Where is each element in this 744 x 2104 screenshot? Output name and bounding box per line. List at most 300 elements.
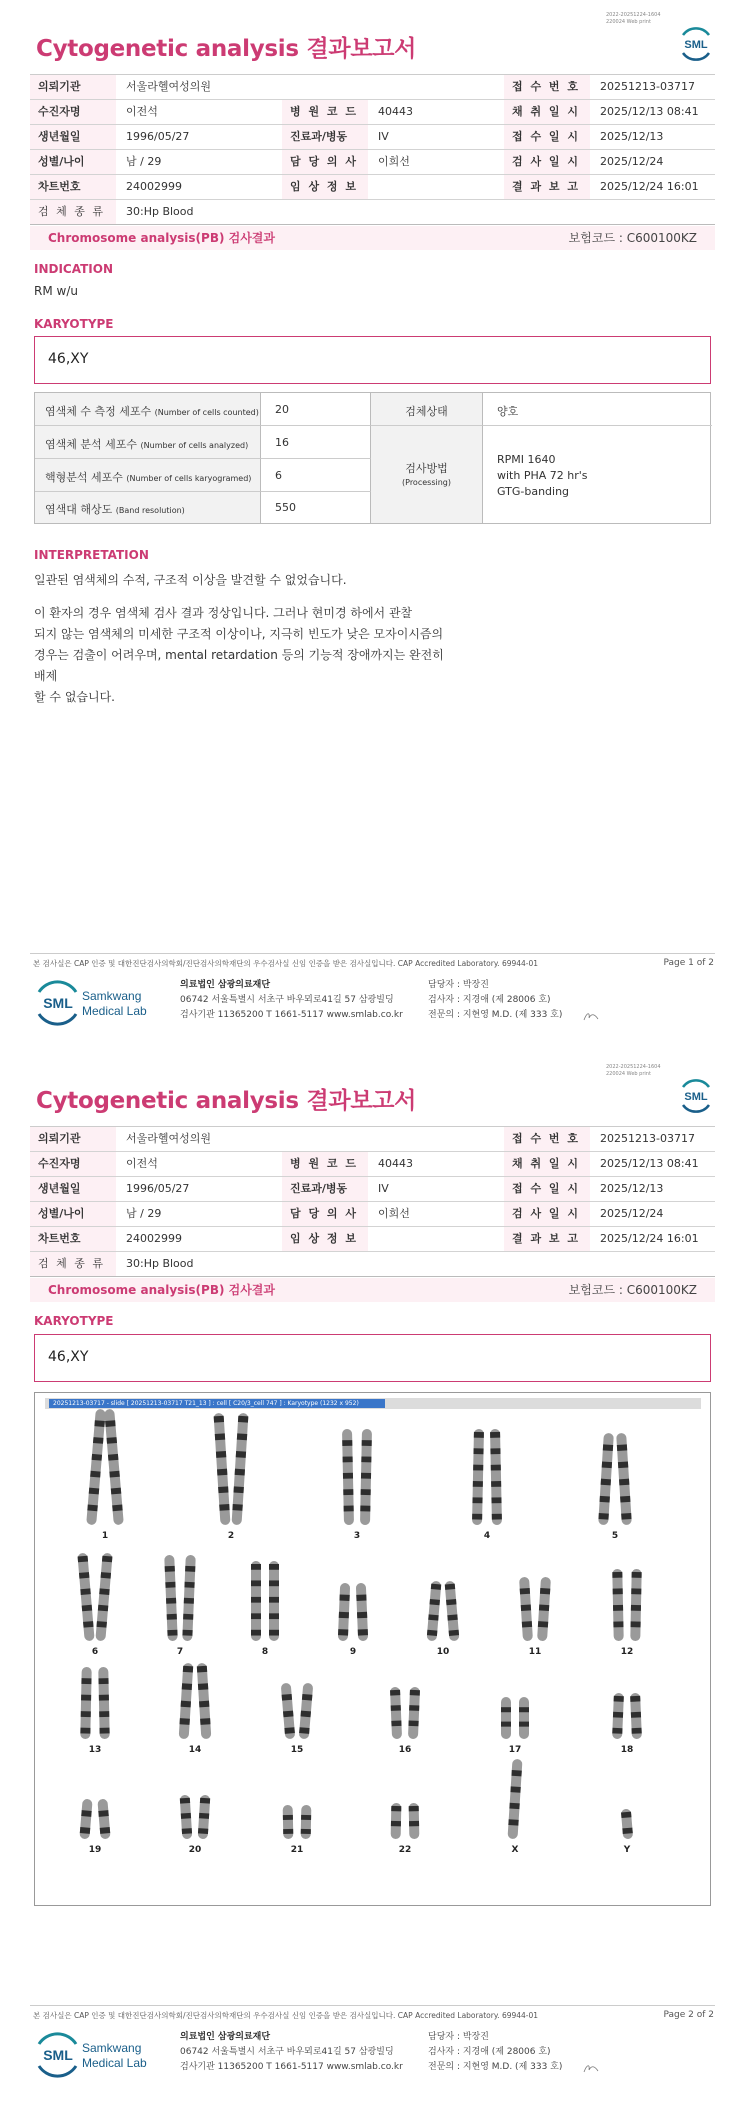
count-value-cell: 6 <box>261 459 371 492</box>
karyotype-result-box: 46,XY <box>34 336 711 384</box>
institution-label: 의뢰기관 <box>30 75 116 99</box>
chromosome-band <box>472 1514 482 1520</box>
chromosome-band <box>631 1605 641 1611</box>
chromosome-band <box>360 1506 370 1512</box>
chromosome-band <box>343 1473 353 1479</box>
chromosome-band <box>99 1695 109 1701</box>
chromosome-band <box>99 1711 109 1717</box>
chromosome-band <box>361 1456 371 1462</box>
chromosome <box>79 1799 92 1840</box>
chromosome-band <box>339 1612 349 1618</box>
chromosome <box>360 1429 372 1525</box>
svg-text:SML: SML <box>43 2047 73 2063</box>
chromosome-band <box>105 1420 115 1427</box>
samkwang-logo-icon <box>36 2030 156 2078</box>
chromosome-band <box>283 1829 293 1834</box>
footer-divider <box>30 2005 715 2006</box>
name-value: 이전석 <box>126 1157 158 1170</box>
chromosome <box>612 1693 624 1739</box>
chromosome-band <box>83 1621 93 1628</box>
chromosome-label: 10 <box>436 1647 450 1657</box>
chromosome-label: 3 <box>353 1531 361 1541</box>
chromosome-band <box>232 1504 242 1511</box>
chromosome <box>612 1569 624 1641</box>
chromosome-band <box>538 1621 548 1627</box>
chromosome-band <box>613 1712 623 1718</box>
count-value-cell: 20 <box>261 393 371 426</box>
specimen-value: 30:Hp Blood <box>126 1257 194 1270</box>
chromosome-label: 17 <box>508 1745 522 1755</box>
chromosome-band <box>339 1594 349 1600</box>
chromosome-band <box>299 1727 309 1734</box>
chromosome-band <box>216 1451 226 1458</box>
result-banner <box>30 226 715 250</box>
svg-text:Samkwang: Samkwang <box>82 2041 142 2055</box>
specimen-label: 검 체 종 류 <box>30 200 116 224</box>
cell-count-table <box>34 392 711 524</box>
chromosome-band <box>251 1630 261 1636</box>
lab-address-block: 의료법인 삼광의료재단 06742 서울특별시 서초구 바우뫼로41길 57 삼광빌딩 검사기관 11365200 T 1661-5117 www.smlab.co.kr <box>180 2032 403 2072</box>
samkwang-logo-icon <box>36 978 156 1026</box>
chromosome-band <box>184 1582 194 1588</box>
chromosome-band <box>181 1813 191 1819</box>
chart-no-value: 24002999 <box>126 1232 182 1245</box>
chromosome <box>179 1663 194 1739</box>
chromosome-band <box>301 1711 311 1718</box>
chromosome-band <box>82 1605 92 1612</box>
banner-title: Chromosome analysis(PB) 검사결과 <box>48 1283 275 1297</box>
chromosome-band <box>446 1599 456 1605</box>
chromosome-band <box>81 1810 91 1817</box>
chromosome-band <box>181 1701 191 1708</box>
info-row <box>30 100 715 125</box>
svg-text:SML: SML <box>43 995 73 1011</box>
institution-value: 서울라헬여성의원 <box>126 1132 212 1145</box>
chromosome-band <box>218 1486 228 1493</box>
chromosome-band <box>361 1473 371 1479</box>
insurance-code: 보험코드 : C600100KZ <box>568 231 697 245</box>
chromosome-band <box>184 1598 194 1604</box>
chromosome-band <box>81 1678 91 1684</box>
lab-address-block: 의료법인 삼광의료재단 06742 서울특별시 서초구 바우뫼로41길 57 삼광빌딩 검사기관 11365200 T 1661-5117 www.smlab.co.kr <box>180 980 403 1020</box>
karyotype-heading: KARYOTYPE <box>34 1314 114 1328</box>
reception-no-label: 접 수 번 호 <box>504 1127 590 1151</box>
chromosome-band <box>100 1728 110 1734</box>
chromosome-band <box>603 1444 613 1451</box>
name-label: 수진자명 <box>30 1152 116 1176</box>
chromosome-band <box>631 1712 641 1718</box>
chromosome-band <box>613 1588 623 1594</box>
chromosome-label: 18 <box>620 1745 634 1755</box>
clinical-info-label: 임 상 정 보 <box>282 1227 368 1251</box>
chromosome-band <box>237 1433 247 1440</box>
info-row <box>30 150 715 175</box>
chromosome-label: 1 <box>101 1531 109 1541</box>
chromosome <box>213 1413 230 1525</box>
chromosome-band <box>344 1506 354 1512</box>
chromosome-band <box>614 1696 624 1702</box>
karyogram-image <box>34 1392 711 1906</box>
chromosome-band <box>98 1678 108 1684</box>
name-value: 이전석 <box>126 105 158 118</box>
chromosome-band <box>539 1605 549 1611</box>
chromosome-band <box>79 1572 89 1579</box>
chromosome-band <box>431 1584 441 1590</box>
chromosome-band <box>631 1621 641 1627</box>
dept-label: 진료과/병동 <box>282 1177 368 1201</box>
chromosome-band <box>391 1806 401 1811</box>
chromosome-band <box>200 1798 210 1804</box>
interpretation-text: 일관된 염색체의 수적, 구조적 이상을 발견할 수 없었습니다. 이 환자의 경우 염색체 검사 결과 정상입니다. 그러나 현미경 하에서 관찰 되지 않는 염색체의 미세한 구조적 이상이나, 지극히 빈도가 낮은 모자이시즘의 경우는 검출이 어려우며, mental retardation 등의 기능적 장애까지는 완전히 배제 할 수 없습니다. <box>34 573 444 704</box>
chromosome-band <box>391 1821 401 1826</box>
reception-no-value: 20251213-03717 <box>600 1132 695 1145</box>
chromosome-band <box>269 1580 279 1586</box>
specimen-status-value: 양호 <box>483 393 712 426</box>
chromosome-band <box>632 1728 642 1734</box>
chromosome-label: 21 <box>290 1845 304 1855</box>
chromosome-band <box>80 1588 90 1595</box>
chromosome <box>198 1795 211 1840</box>
test-date-value: 2025/12/24 <box>600 155 664 168</box>
chromosome <box>251 1561 261 1641</box>
insurance-code: 보험코드 : C600100KZ <box>568 1283 697 1297</box>
chromosome-band <box>108 1454 118 1461</box>
doctor-value: 이희선 <box>378 1207 410 1220</box>
chromosome-band <box>491 1497 501 1503</box>
hospital-code-value: 40443 <box>378 1157 413 1170</box>
chromosome-band <box>90 1471 100 1478</box>
chromosome <box>537 1577 551 1642</box>
chromosome-band <box>622 1828 632 1834</box>
chromosome-label: 8 <box>261 1647 269 1657</box>
result-date-value: 2025/12/24 16:01 <box>600 180 699 193</box>
chromosome-band <box>391 1705 401 1711</box>
specimen-status-label: 검체상태 <box>371 393 483 426</box>
chromosome <box>77 1553 94 1642</box>
hospital-code-label: 병 원 코 드 <box>282 100 368 124</box>
svg-text:Medical Lab: Medical Lab <box>82 1004 147 1018</box>
chromosome <box>408 1687 420 1739</box>
chromosome-band <box>301 1829 311 1834</box>
chromosome-band <box>100 1827 110 1834</box>
chromosome-band <box>521 1605 531 1611</box>
chromosome <box>427 1581 442 1642</box>
chromosome-band <box>501 1707 511 1712</box>
chromosome-band <box>102 1556 112 1563</box>
chromosome-band <box>510 1786 520 1792</box>
count-label-cell: 핵형분석 세포수 (Number of cells karyogramed) <box>35 459 261 492</box>
reception-date-value: 2025/12/13 <box>600 130 664 143</box>
hospital-code-value: 40443 <box>378 105 413 118</box>
print-stamp: 2022-20251224-1604 220024 Web print <box>606 12 661 25</box>
dob-label: 생년월일 <box>30 1177 116 1201</box>
chromosome-band <box>99 1588 109 1595</box>
chromosome-band <box>183 1614 193 1620</box>
karyotype-result-box: 46,XY <box>34 1334 711 1382</box>
chromosome-band <box>447 1614 457 1620</box>
count-value-cell: 550 <box>261 492 371 523</box>
chromosome-band <box>362 1440 372 1446</box>
chromosome <box>281 1683 296 1740</box>
count-value-cell: 16 <box>261 426 371 459</box>
info-row <box>30 1227 715 1252</box>
chromosome <box>231 1413 248 1525</box>
page-number: Page 1 of 2 <box>663 958 714 968</box>
chromosome-band <box>491 1481 501 1487</box>
chromosome-band <box>199 1701 209 1708</box>
chromosome-band <box>200 1718 210 1725</box>
chromosome-band <box>598 1513 608 1520</box>
chromosome <box>409 1803 420 1839</box>
collection-date-label: 채 취 일 시 <box>504 100 590 124</box>
info-row <box>30 1177 715 1202</box>
chromosome-band <box>620 1496 630 1503</box>
chromosome-band <box>342 1440 352 1446</box>
image-caption: 20251213-03717 - slide [ 20251213-03717 T21_13 ] : cell [ C20/3_cell 747 ] : Karyotype (1232 x 952) <box>49 1399 385 1408</box>
chromosome <box>299 1683 314 1740</box>
chromosome-band <box>409 1806 419 1811</box>
chromosome <box>269 1561 279 1641</box>
chromosome-band <box>409 1821 419 1826</box>
count-label-cell: 염색체 분석 세포수 (Number of cells analyzed) <box>35 426 261 459</box>
chromosome-band <box>357 1612 367 1618</box>
chromosome-label: 9 <box>349 1647 357 1657</box>
chromosome-band <box>80 1728 90 1734</box>
chromosome-band <box>501 1722 511 1727</box>
chromosome-label: 12 <box>620 1647 634 1657</box>
chart-no-label: 차트번호 <box>30 175 116 199</box>
chromosome-band <box>215 1433 225 1440</box>
chromosome-band <box>98 1605 108 1612</box>
chromosome <box>519 1697 529 1739</box>
chromosome-band <box>185 1566 195 1572</box>
chromosome-band <box>81 1695 91 1701</box>
chromosome <box>501 1697 511 1739</box>
chromosome-band <box>602 1462 612 1469</box>
chromosome-band <box>343 1456 353 1462</box>
chromosome-band <box>283 1711 293 1718</box>
dob-value: 1996/05/27 <box>126 1182 190 1195</box>
chromosome-band <box>166 1598 176 1604</box>
chromosome <box>616 1433 632 1525</box>
dept-value: IV <box>378 130 389 143</box>
signature-icon <box>582 2062 600 2074</box>
chromosome-band <box>284 1727 294 1734</box>
chromosome <box>598 1433 614 1525</box>
chromosome <box>197 1663 212 1739</box>
chromosome-band <box>111 1488 121 1495</box>
info-row <box>30 1202 715 1227</box>
chromosome-band <box>522 1621 532 1627</box>
chromosome-band <box>214 1416 224 1423</box>
chromosome-band <box>81 1711 91 1717</box>
test-date-label: 검 사 일 시 <box>504 150 590 174</box>
chromosome-label: X <box>511 1845 519 1855</box>
chromosome <box>630 1693 642 1739</box>
info-row <box>30 200 715 225</box>
chromosome-band <box>98 1810 108 1817</box>
chromosome-band <box>87 1505 97 1512</box>
chromosome-band <box>234 1486 244 1493</box>
chromosome-band <box>78 1556 88 1563</box>
chromosome-band <box>235 1469 245 1476</box>
chromosome <box>507 1759 522 1839</box>
reception-date-label: 접 수 일 시 <box>504 125 590 149</box>
chromosome <box>98 1667 110 1739</box>
chromosome <box>283 1805 294 1839</box>
chromosome-band <box>632 1572 642 1578</box>
chart-no-label: 차트번호 <box>30 1227 116 1251</box>
chromosome <box>95 1553 112 1642</box>
chromosome-band <box>613 1605 623 1611</box>
hospital-code-label: 병 원 코 드 <box>282 1152 368 1176</box>
karyotype-heading: KARYOTYPE <box>34 317 114 331</box>
result-date-label: 결 과 보 고 <box>504 175 590 199</box>
chromosome-band <box>180 1798 190 1804</box>
karyogram-chromosomes <box>35 1393 712 1907</box>
chromosome-band <box>492 1514 502 1520</box>
chromosome-band <box>180 1718 190 1725</box>
chromosome-band <box>410 1690 420 1696</box>
institution-value: 서울라헬여성의원 <box>126 80 212 93</box>
chromosome-band <box>612 1728 622 1734</box>
chromosome-band <box>93 1437 103 1444</box>
svg-text:Samkwang: Samkwang <box>82 989 142 1003</box>
result-date-value: 2025/12/24 16:01 <box>600 1232 699 1245</box>
chart-no-value: 24002999 <box>126 180 182 193</box>
collection-date-value: 2025/12/13 08:41 <box>600 1157 699 1170</box>
chromosome-band <box>283 1815 293 1820</box>
chromosome-label: 5 <box>611 1531 619 1541</box>
chromosome-band <box>619 1479 629 1486</box>
chromosome-band <box>199 1813 209 1819</box>
reception-no-label: 접 수 번 호 <box>504 75 590 99</box>
chromosome-band <box>520 1588 530 1594</box>
chromosome-band <box>101 1572 111 1579</box>
reception-no-value: 20251213-03717 <box>600 80 695 93</box>
chromosome-band <box>621 1513 631 1520</box>
chromosome-label: Y <box>623 1845 631 1855</box>
chromosome-band <box>472 1497 482 1503</box>
chromosome-band <box>511 1770 521 1776</box>
chromosome <box>445 1581 460 1642</box>
chromosome-band <box>251 1580 261 1586</box>
chromosome-band <box>428 1614 438 1620</box>
chromosome-band <box>251 1613 261 1619</box>
chromosome-band <box>269 1630 279 1636</box>
chromosome-band <box>198 1828 208 1834</box>
page-number: Page 2 of 2 <box>663 2010 714 2020</box>
chromosome-label: 2 <box>227 1531 235 1541</box>
info-row <box>30 175 715 200</box>
result-banner <box>30 1278 715 1302</box>
chromosome <box>80 1667 92 1739</box>
chromosome-band <box>236 1451 246 1458</box>
info-row <box>30 75 715 100</box>
chromosome-band <box>302 1694 312 1701</box>
dept-label: 진료과/병동 <box>282 125 368 149</box>
chromosome-label: 6 <box>91 1647 99 1657</box>
chromosome-band <box>630 1696 640 1702</box>
chromosome-band <box>427 1630 437 1636</box>
doctor-label: 담 당 의 사 <box>282 150 368 174</box>
collection-date-label: 채 취 일 시 <box>504 1152 590 1176</box>
chromosome-label: 7 <box>176 1647 184 1657</box>
chromosome-band <box>338 1629 348 1635</box>
chromosome-label: 20 <box>188 1845 202 1855</box>
chromosome-band <box>165 1582 175 1588</box>
chromosome <box>97 1799 110 1840</box>
chromosome-band <box>621 1812 631 1818</box>
chromosome-band <box>219 1504 229 1511</box>
chromosome-band <box>251 1564 261 1570</box>
banner-title: Chromosome analysis(PB) 검사결과 <box>48 231 275 245</box>
reception-date-value: 2025/12/13 <box>600 1182 664 1195</box>
doctor-value: 이희선 <box>378 155 410 168</box>
chromosome-label: 16 <box>398 1745 412 1755</box>
chromosome-band <box>282 1694 292 1701</box>
dept-value: IV <box>378 1182 389 1195</box>
chromosome-band <box>167 1614 177 1620</box>
chromosome <box>490 1429 502 1525</box>
specimen-value: 30:Hp Blood <box>126 205 194 218</box>
sex-age-value: 남 / 29 <box>126 155 162 168</box>
footer-divider <box>30 953 715 954</box>
specimen-label: 검 체 종 류 <box>30 1252 116 1276</box>
chromosome-band <box>358 1629 368 1635</box>
patient-info-table <box>30 74 715 218</box>
chromosome-band <box>167 1630 177 1636</box>
chromosome-band <box>182 1630 192 1636</box>
chromosome-band <box>519 1722 529 1727</box>
test-date-label: 검 사 일 시 <box>504 1202 590 1226</box>
sml-logo-icon <box>678 26 714 62</box>
collection-date-value: 2025/12/13 08:41 <box>600 105 699 118</box>
sex-age-label: 성별/나이 <box>30 1202 116 1226</box>
lab-staff-block: 담당자 : 박장진 검사자 : 지경애 (제 28006 호) 전문의 : 지현영 M.D. (제 333 호) <box>428 2032 563 2072</box>
method-value-cell: RPMI 1640 with PHA 72 hr's GTG-banding <box>497 453 588 498</box>
chromosome <box>391 1803 402 1839</box>
chromosome-band <box>198 1683 208 1690</box>
info-row <box>30 1252 715 1277</box>
svg-text:SML: SML <box>684 1091 708 1103</box>
chromosome-label: 13 <box>88 1745 102 1755</box>
result-date-label: 결 과 보 고 <box>504 1227 590 1251</box>
info-row <box>30 1152 715 1177</box>
chromosome-band <box>508 1819 518 1825</box>
chromosome-band <box>182 1683 192 1690</box>
chromosome-band <box>391 1720 401 1726</box>
info-row <box>30 1127 715 1152</box>
chromosome <box>630 1569 642 1641</box>
chromosome-band <box>301 1815 311 1820</box>
chromosome-band <box>96 1621 106 1628</box>
chromosome-band <box>217 1469 227 1476</box>
chromosome-band <box>343 1489 353 1495</box>
chromosome-band <box>182 1828 192 1834</box>
chromosome-band <box>474 1432 484 1438</box>
chromosome-band <box>409 1705 419 1711</box>
chromosome <box>338 1583 350 1641</box>
chromosome-band <box>631 1588 641 1594</box>
info-row <box>30 125 715 150</box>
chromosome-band <box>473 1481 483 1487</box>
chromosome <box>519 1577 533 1642</box>
institution-label: 의뢰기관 <box>30 1127 116 1151</box>
chromosome-band <box>269 1613 279 1619</box>
accreditation-note: 본 검사실은 CAP 인증 및 대한진단검사의학회/진단검사의학재단의 우수검사실 신임 인증을 받은 검사실입니다. CAP Accredited Laboratory. 69944-01 <box>33 2011 539 2020</box>
sex-age-label: 성별/나이 <box>30 150 116 174</box>
